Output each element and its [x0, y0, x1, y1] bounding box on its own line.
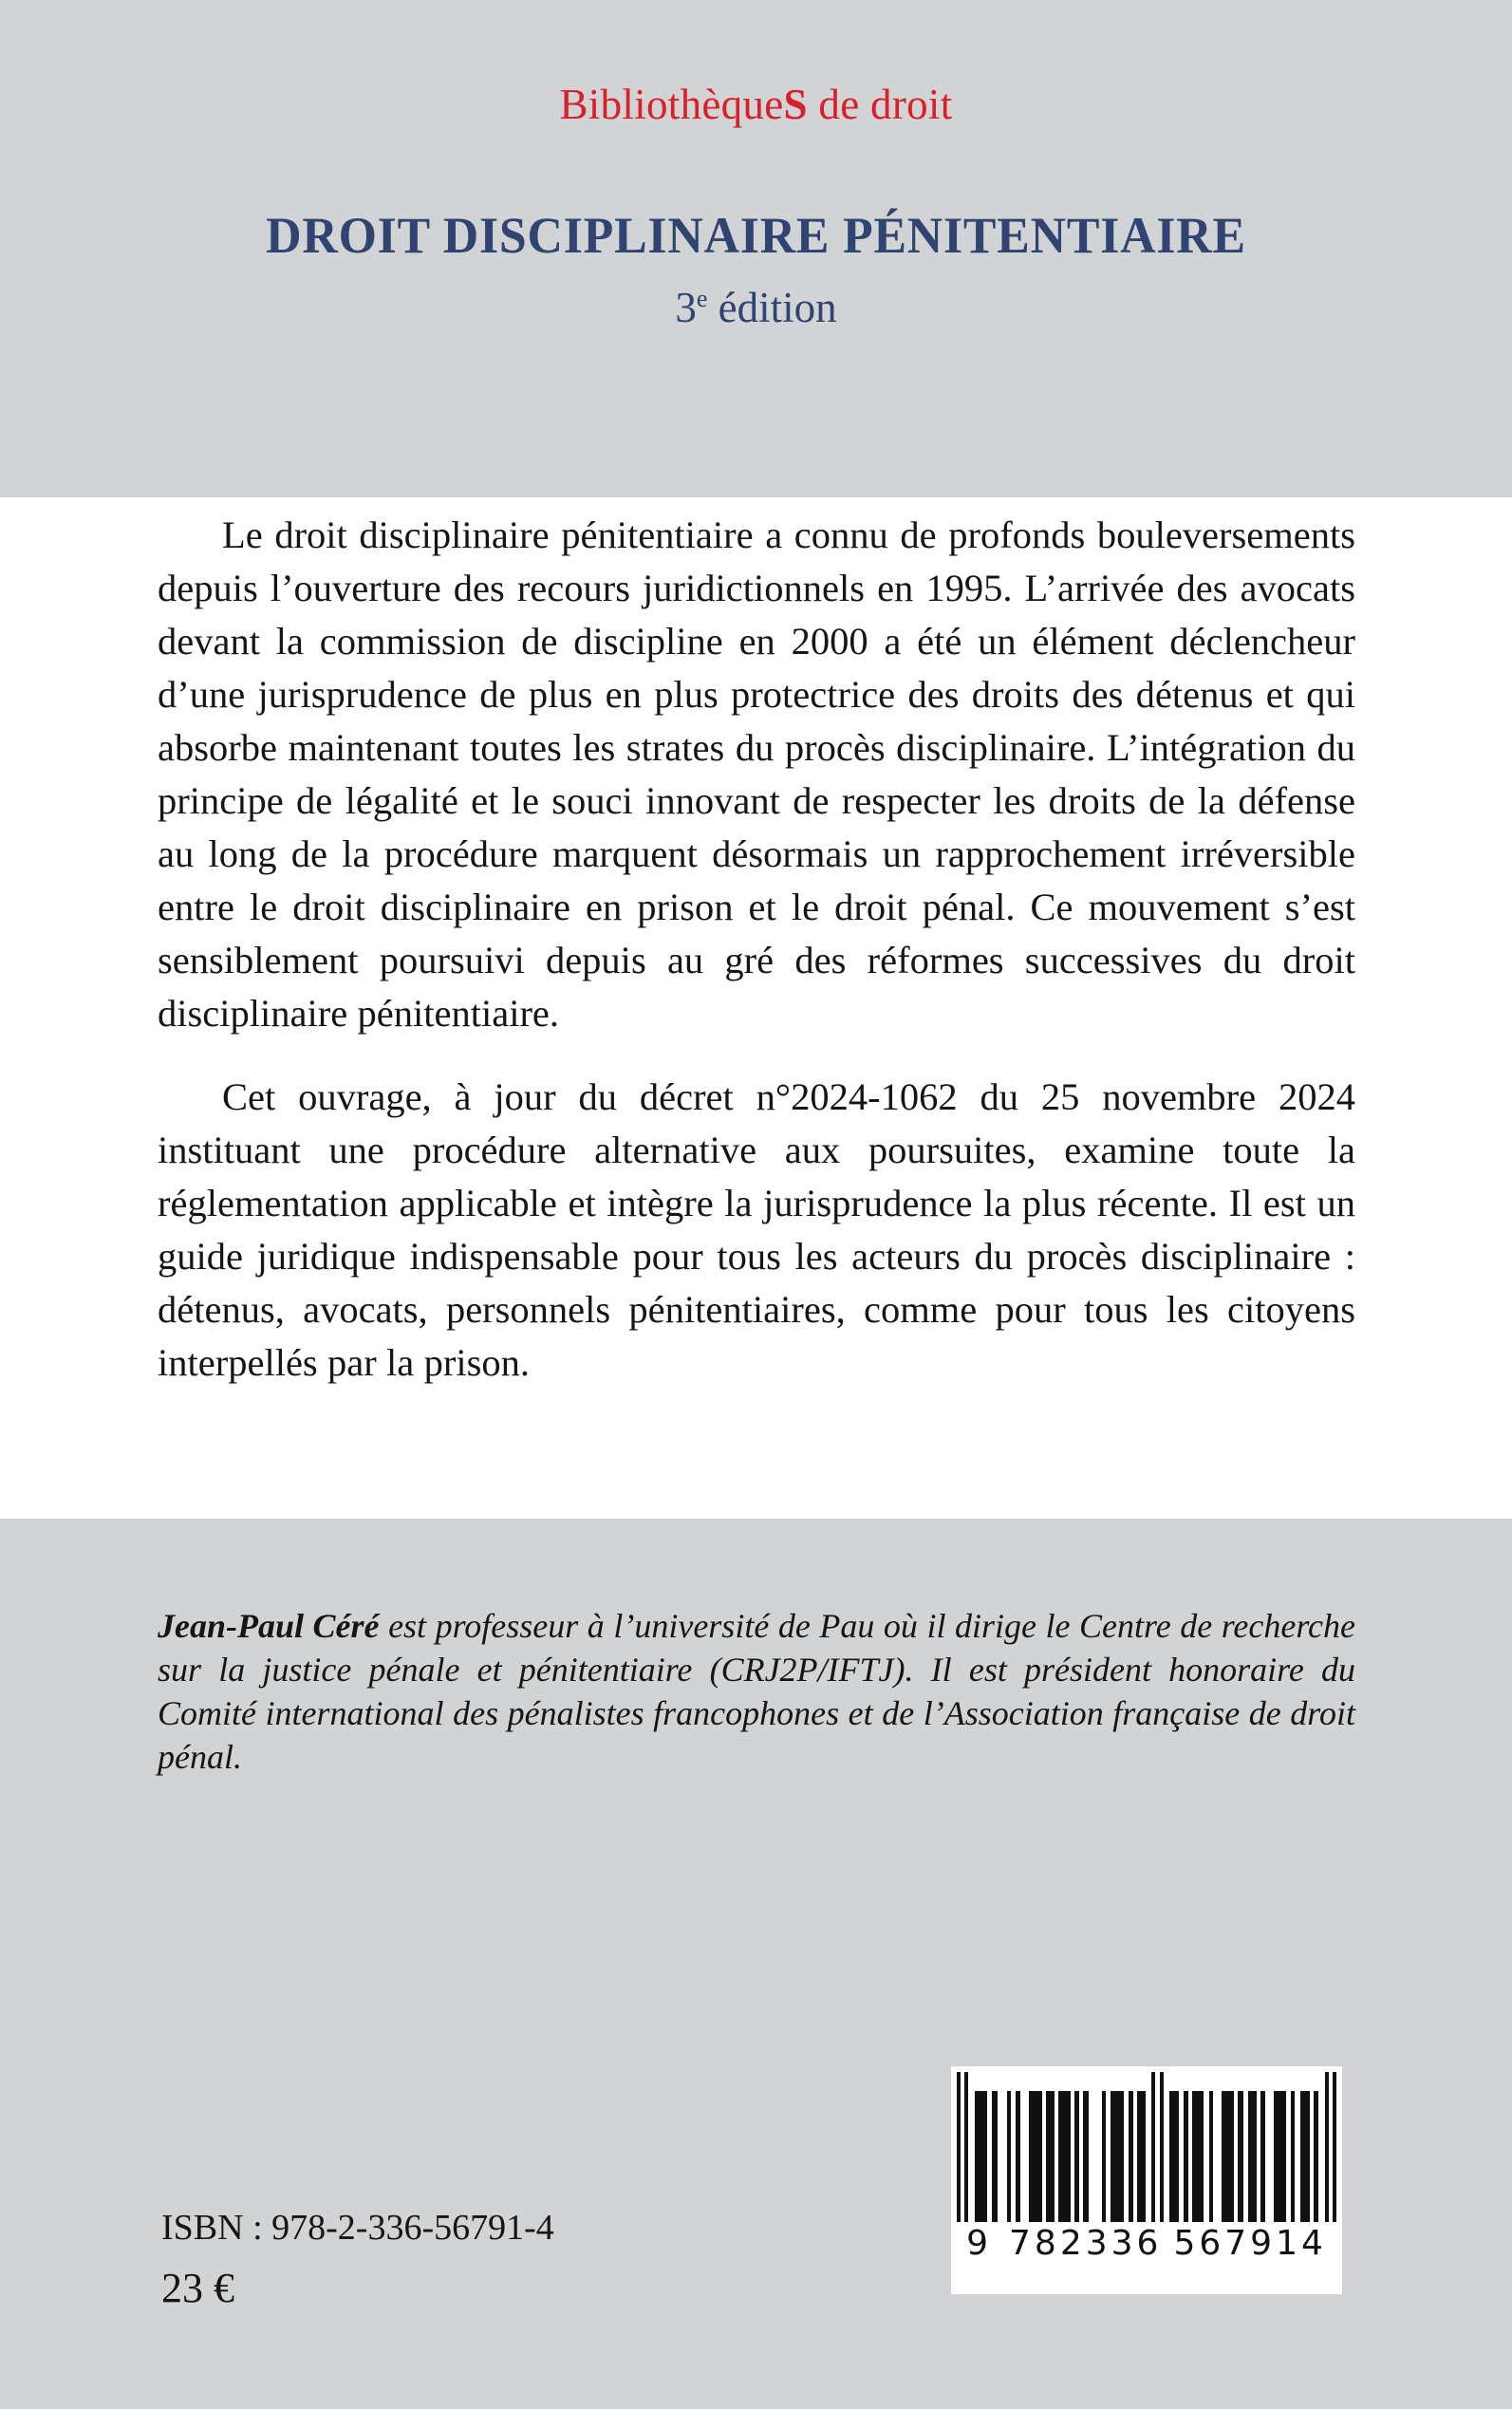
author-name: Jean-Paul Céré — [158, 1607, 380, 1645]
collection-capital-s: S — [783, 81, 808, 128]
blurb-paragraph-2: Cet ouvrage, à jour du décret n°2024-1062 du 25 novembre 2024 instituant une procédure alternative aux poursuites, examine toute la réglementation applicable et intègre la jurisprudence la plus récente. Il est un guide juridique indispensable pour tous les acteurs du procès disciplinaire : détenus, avocats, personnels pénitentiaires, comme pour tous les citoyens interpellés par la prison. — [158, 1075, 1355, 1384]
author-bio — [158, 1604, 1355, 1779]
collection-prefix: Bibliothèque — [559, 81, 784, 128]
blurb-paragraph-1: Le droit disciplinaire pénitentiaire a connu de profonds bouleversements depuis l’ouverture des recours juridictionnels en 1995. L’arrivée des avocats devant la commission de discipline en 2000 a été un élément déclencheur d’une jurisprudence de plus en plus protectrice des droits des détenus et qui absorbe maintenant toutes les strates du procès disciplinaire. L’intégration du principe de légalité et le souci innovant de respecter les droits de la défense au long de la procédure marquent désormais un rapprochement irréversible entre le droit disciplinaire en prison et le droit pénal. Ce mouvement s’est sensiblement poursuivi depuis au gré des réformes successives du droit disciplinaire pénitentiaire. — [158, 514, 1355, 1035]
barcode-digits-right: 567914 — [1173, 2224, 1327, 2263]
author-bio-text: est professeur à l’université de Pau où il dirige le Centre de recherche sur la justice pénale et pénitentiaire (CRJ2P/IFTJ). Il est président honoraire du Comité international des pénalistes francophones et de l’Association française de droit pénal. — [158, 1607, 1355, 1776]
barcode-digit-lead: 9 — [966, 2224, 993, 2263]
barcode-digits — [966, 2224, 1327, 2263]
page-title: DROIT DISCIPLINAIRE PÉNITENTIAIRE — [266, 207, 1246, 264]
edition-label — [0, 284, 1512, 332]
collection-suffix: de droit — [807, 81, 953, 128]
edition-superscript: e — [696, 285, 708, 312]
collection-name — [0, 81, 1512, 128]
barcode — [951, 2066, 1342, 2294]
edition-number: 3 — [675, 284, 697, 332]
barcode-bars — [957, 2091, 1336, 2222]
isbn-label: ISBN : 978-2-336-56791-4 — [161, 2208, 554, 2248]
edition-word: édition — [718, 284, 837, 332]
barcode-digits-left: 782336 — [1009, 2224, 1163, 2263]
blurb-section — [158, 509, 1355, 1390]
price-label: 23 € — [161, 2265, 234, 2311]
